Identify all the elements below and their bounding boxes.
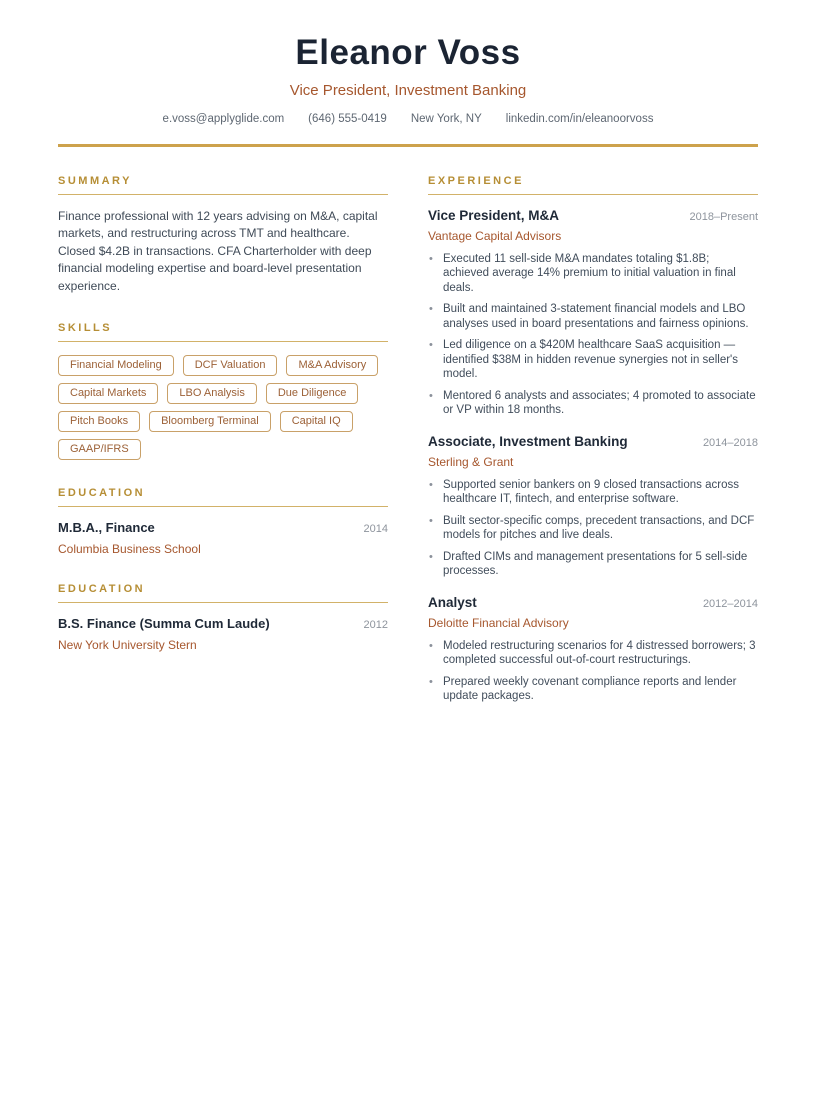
bullet-icon: • bbox=[429, 478, 433, 491]
job-company: Vantage Capital Advisors bbox=[428, 228, 562, 243]
job-title: Vice President, M&A bbox=[428, 207, 560, 223]
right-column bbox=[428, 175, 758, 731]
job-title: Associate, Investment Banking bbox=[428, 433, 628, 449]
left-column bbox=[58, 175, 388, 731]
resume-header bbox=[58, 34, 758, 147]
contact-linkedin: linkedin.com/in/eleanoorvoss bbox=[505, 112, 654, 125]
job-entry bbox=[428, 434, 758, 579]
skill-chip: Capital Markets bbox=[58, 383, 158, 404]
bullet-text: Supported senior bankers on 9 closed transactions across healthcare IT, fintech, and enterprise software. bbox=[443, 478, 739, 505]
job-bullet-list bbox=[428, 478, 758, 579]
job-bullet bbox=[428, 252, 758, 296]
skills-chip-list bbox=[58, 355, 388, 460]
bullet-text: Prepared weekly covenant compliance reports and lender update packages. bbox=[443, 675, 737, 702]
bullet-text: Mentored 6 analysts and associates; 4 promoted to associate or VP within 18 months. bbox=[443, 389, 756, 416]
job-company: Deloitte Financial Advisory bbox=[428, 615, 569, 630]
skill-chip: Due Diligence bbox=[266, 383, 358, 404]
bullet-icon: • bbox=[429, 389, 433, 402]
education-school: New York University Stern bbox=[58, 638, 197, 652]
job-bullet-list bbox=[428, 639, 758, 704]
job-bullet bbox=[428, 514, 758, 543]
bullet-text: Drafted CIMs and management presentations for 5 sell-side processes. bbox=[443, 550, 748, 577]
experience-heading: EXPERIENCE bbox=[428, 175, 758, 195]
bullet-icon: • bbox=[429, 252, 433, 265]
skill-chip: GAAP/IFRS bbox=[58, 439, 141, 460]
skill-chip: Capital IQ bbox=[280, 411, 353, 432]
skill-chip: M&A Advisory bbox=[286, 355, 378, 376]
contact-location: New York, NY bbox=[410, 112, 482, 125]
education-entry bbox=[58, 520, 388, 535]
bullet-text: Led diligence on a $420M healthcare SaaS acquisition — identified $38M in hidden revenue synergies not in seller's model. bbox=[443, 339, 738, 380]
bullet-text: Modeled restructuring scenarios for 4 distressed borrowers; 3 completed successful out-of-court restructurings. bbox=[443, 639, 756, 666]
job-dates: 2014–2018 bbox=[702, 436, 758, 449]
job-company: Sterling & Grant bbox=[428, 454, 514, 469]
candidate-name: Eleanor Voss bbox=[295, 33, 521, 72]
skill-chip: Financial Modeling bbox=[58, 355, 174, 376]
experience-section bbox=[428, 175, 758, 704]
bullet-icon: • bbox=[429, 339, 433, 351]
education-section-2 bbox=[58, 583, 388, 652]
education-heading: EDUCATION bbox=[58, 487, 388, 507]
job-title: Analyst bbox=[428, 594, 477, 610]
bullet-text: Built sector-specific comps, precedent transactions, and DCF models for pitches and live deals. bbox=[443, 514, 755, 541]
education-section-1 bbox=[58, 487, 388, 556]
education-year: 2014 bbox=[363, 523, 388, 535]
skills-heading: SKILLS bbox=[58, 322, 388, 342]
candidate-title: Vice President, Investment Banking bbox=[289, 81, 527, 99]
job-dates: 2012–2014 bbox=[702, 597, 758, 610]
education-entry bbox=[58, 616, 388, 631]
education-heading: EDUCATION bbox=[58, 583, 388, 603]
job-bullet bbox=[428, 550, 758, 579]
contact-phone: (646) 555-0419 bbox=[308, 112, 387, 125]
summary-heading: SUMMARY bbox=[58, 175, 388, 195]
skill-chip: Bloomberg Terminal bbox=[149, 411, 271, 432]
job-header bbox=[428, 434, 758, 449]
contact-email: e.voss@applyglide.com bbox=[162, 112, 285, 125]
education-school: Columbia Business School bbox=[58, 542, 201, 556]
job-bullet bbox=[428, 338, 758, 382]
bullet-icon: • bbox=[429, 639, 433, 652]
job-entry bbox=[428, 595, 758, 704]
skill-chip: LBO Analysis bbox=[167, 383, 256, 404]
bullet-icon: • bbox=[429, 675, 433, 688]
bullet-text: Executed 11 sell-side M&A mandates totaling $1.8B; achieved average 14% premium to initial valuation in final deals. bbox=[443, 252, 736, 294]
education-degree: M.B.A., Finance bbox=[58, 520, 155, 535]
contact-row bbox=[58, 113, 758, 125]
education-year: 2012 bbox=[363, 619, 388, 631]
job-bullet bbox=[428, 478, 758, 507]
summary-text: Finance professional with 12 years advising on M&A, capital markets, and restructuring across TMT and healthcare. Closed $4.2B in transactions. CFA Charterholder with deep financial modeling expertise and board-level presentation experience. bbox=[58, 208, 378, 293]
bullet-icon: • bbox=[429, 550, 433, 563]
job-bullet bbox=[428, 639, 758, 668]
job-bullet bbox=[428, 389, 758, 418]
skills-section bbox=[58, 322, 388, 460]
resume-columns bbox=[58, 175, 758, 731]
job-header bbox=[428, 208, 758, 223]
job-bullet-list bbox=[428, 252, 758, 418]
job-dates: 2018–Present bbox=[689, 210, 758, 223]
job-entry bbox=[428, 208, 758, 418]
education-degree: B.S. Finance (Summa Cum Laude) bbox=[58, 616, 270, 631]
summary-section bbox=[58, 175, 388, 296]
bullet-icon: • bbox=[429, 514, 433, 527]
skill-chip: DCF Valuation bbox=[183, 355, 278, 376]
job-header bbox=[428, 595, 758, 610]
job-bullet bbox=[428, 675, 758, 704]
header-divider bbox=[58, 144, 758, 147]
bullet-text: Built and maintained 3-statement financial models and LBO analyses used in board presentations and fairness opinions. bbox=[443, 303, 749, 330]
job-bullet bbox=[428, 302, 758, 331]
bullet-icon: • bbox=[429, 303, 433, 315]
skill-chip: Pitch Books bbox=[58, 411, 140, 432]
